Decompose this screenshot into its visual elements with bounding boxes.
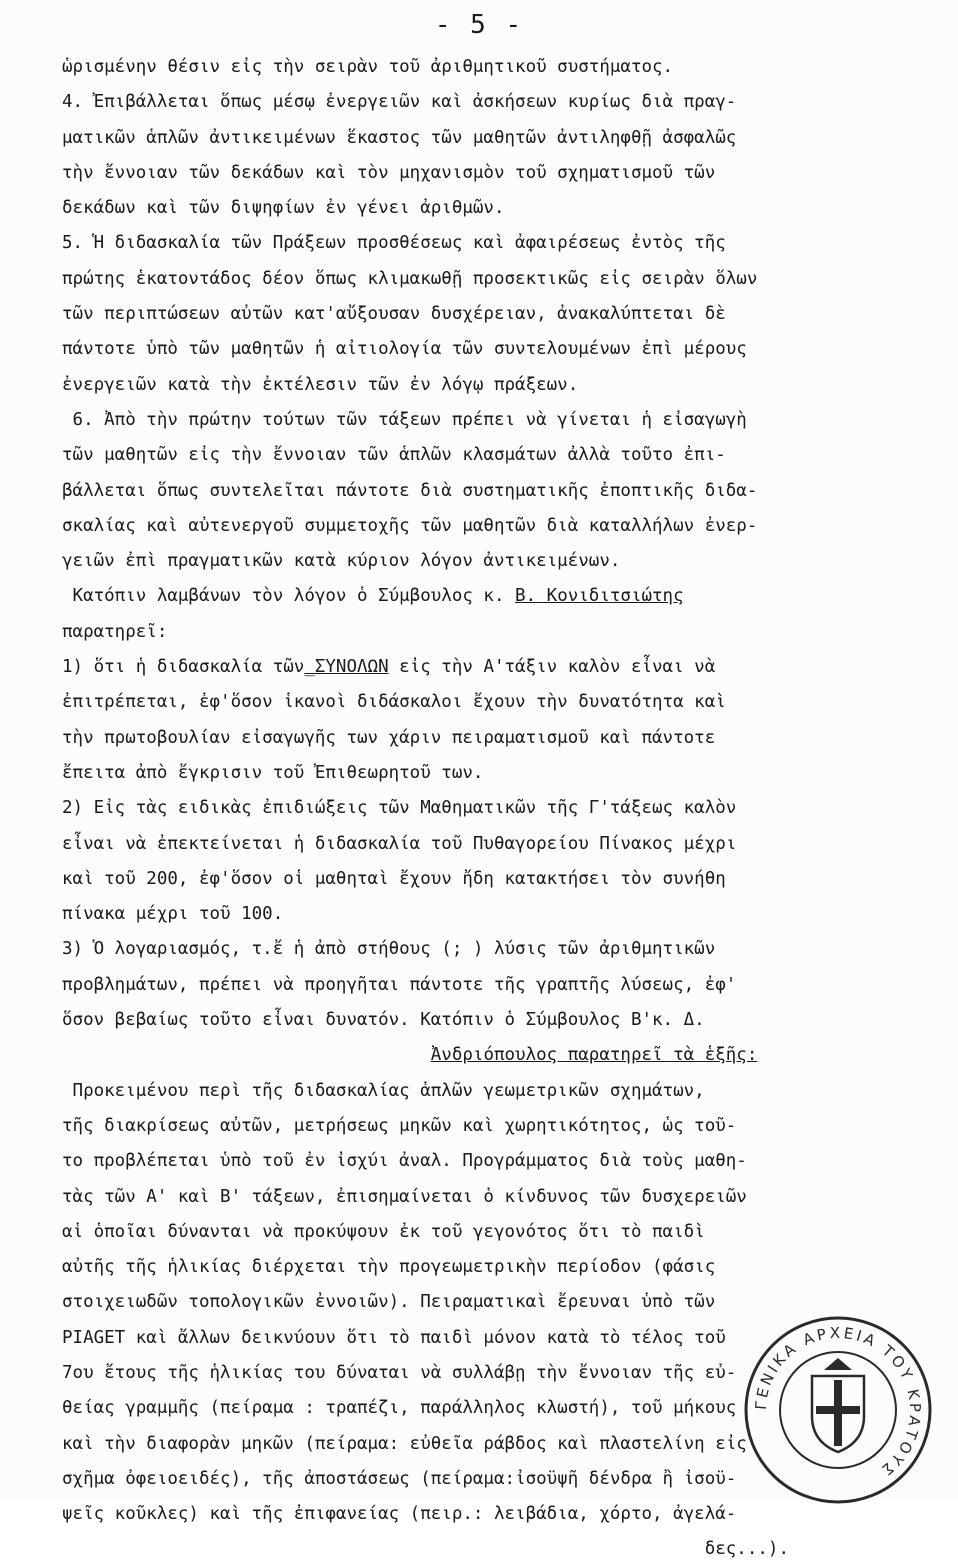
text-line [62,297,942,332]
line-text: πίνακα μέχρι τοῦ 100. [62,904,284,925]
line-text: 5. Ἡ διδασκαλία τῶν Πράξεων προσθέσεως καὶ ἀφαιρέσεως ἐντὸς τῆς [62,233,726,254]
line-text: Προκειμένου περὶ τῆς διδασκαλίας ἁπλῶν γεωμετρικῶν σχημάτων, [62,1080,705,1101]
line-text: 7ου ἔτους τῆς ἡλικίας του δύναται νὰ συλλάβῃ τὴν ἔννοιαν τῆς εὐ- [62,1362,737,1383]
text-line [62,1180,942,1215]
line-text: πάντοτε ὑπὸ τῶν μαθητῶν ἡ αἰτιολογία τῶν συντελουμένων ἐπὶ μέρους [62,339,747,360]
line-text: ἐνεργειῶν κατὰ τὴν ἐκτέλεσιν τῶν ἐν λόγῳ πράξεων. [62,374,579,395]
line-text: τῆς διακρίσεως αὐτῶν, μετρήσεως μηκῶν καὶ χωρητικότητος, ὡς τοῦ- [62,1115,737,1136]
line-text: δες...). [62,1539,789,1560]
line-text: αἱ ὁποῖαι δύνανται νὰ προκύψουν ἐκ τοῦ γεγονότος ὅτι τὸ παιδὶ [62,1221,705,1242]
line-text: βάλλεται ὅπως συντελεῖται πάντοτε διὰ συστηματικῆς ἐποπτικῆς διδα- [62,480,758,501]
text-line [62,1003,942,1038]
line-text: ματικῶν ἁπλῶν ἀντικειμένων ἕκαστος τῶν μαθητῶν ἀντιληφθῇ ἀσφαλῶς [62,127,737,148]
line-text: Κατόπιν λαμβάνων τὸν λόγον ὁ Σύμβουλος κ. [62,586,516,607]
line-text: ψεῖς κοῦκλες) καὶ τῆς ἐπιφανείας (πειρ.: λειβάδια, χόρτο, ἀγελά- [62,1504,737,1525]
text-line [62,226,942,261]
line-text: ἐπιτρέπεται, ἐφ'ὅσον ἱκανοὶ διδάσκαλοι ἔχουν τὴν δυνατότητα καὶ [62,692,726,713]
line-text: τῶν μαθητῶν εἰς τὴν ἔννοιαν τῶν ἁπλῶν κλασμάτων ἀλλὰ τοῦτο ἐπι- [62,445,726,466]
text-line [62,1038,942,1073]
text-line [62,897,942,932]
text-line [62,1250,942,1285]
text-line [62,721,942,756]
line-text: αὐτῆς τῆς ἡλικίας διέρχεται τὴν προγεωμετρικὴν περίοδον (φάσις [62,1257,716,1278]
text-line [62,438,942,473]
text-line [62,1215,942,1250]
line-text: ἔπειτα ἀπὸ ἔγκρισιν τοῦ Ἐπιθεωρητοῦ των. [62,762,484,783]
text-line [62,1109,942,1144]
line-text [62,1045,431,1065]
archive-stamp [738,1310,938,1510]
text-line [62,791,942,826]
text-line [62,1074,942,1109]
text-line [62,827,942,862]
line-text: τὴν ἔννοιαν τῶν δεκάδων καὶ τὸν μηχανισμὸν τοῦ σχηματισμοῦ τῶν [62,162,716,183]
line-text: τῶν περιπτώσεων αὐτῶν κατ'αὔξουσαν δυσχέρειαν, ἀνακαλύπτεται δὲ [62,304,726,325]
text-line [62,121,942,156]
underlined-text: _ΣΥΝΟΛΩΝ [304,657,389,678]
coat-of-arms-icon [812,1358,864,1452]
line-text: τὰς τῶν Α' καὶ Β' τάξεων, ἐπισημαίνεται ὁ κίνδυνος τῶν δυσχερειῶν [62,1186,747,1207]
line-text: σκαλίας καὶ αὐτενεργοῦ συμμετοχῆς τῶν μαθητῶν διὰ καταλλήλων ἐνερ- [62,515,758,536]
text-line [62,332,942,367]
line-text: 2) Εἰς τὰς ειδικὰς ἐπιδιώξεις τῶν Μαθηματικῶν τῆς Γ'τάξεως καλὸν [62,798,737,819]
text-line [62,579,942,614]
line-text: θείας γραμμῆς (πείραμα : τραπέζι, παράλληλος κλωστή), τοῦ μήκους [62,1398,737,1419]
text-line [62,862,942,897]
line-text: πρώτης ἑκατοντάδος δέον ὅπως κλιμακωθῇ προσεκτικῶς εἰς σειρὰν ὅλων [62,268,758,289]
underlined-text: Ἀνδριόπουλος παρατηρεῖ τὰ ἑξῆς: [430,1045,758,1066]
line-text: γειῶν ἐπὶ πραγματικῶν κατὰ κύριον λόγον ἀντικειμένων. [62,551,621,572]
line-text: παρατηρεῖ: [62,621,168,642]
underlined-text: Β. Κονιδιτσιώτης [515,586,684,607]
line-text: 1) ὅτι ἡ διδασκαλία τῶν [62,657,305,678]
text-line [62,50,942,85]
line-text: καὶ τοῦ 200, ἐφ'ὅσον οἱ μαθηταὶ ἔχουν ἤδη κατακτήσει τὸν συνήθη [62,868,726,889]
line-text: προβλημάτων, πρέπει νὰ προηγῆται πάντοτε τῆς γραπτῆς λύσεως, ἐφ' [62,974,737,995]
line-text: σχῆμα ὀφειοειδές), τῆς ἀποστάσεως (πείραμα:ἰσοϋψῆ δένδρα ἢ ἰσοϋ- [62,1468,737,1489]
page-number: - 5 - [434,10,524,40]
text-line [62,403,942,438]
line-text: στοιχειωδῶν τοπολογικῶν ἐννοιῶν). Πειραματικαὶ ἔρευναι ὑπὸ τῶν [62,1292,716,1313]
stamp-ring-text: ΓΕΝΙΚΑ ΑΡΧΕΙΑ ΤΟΥ ΚΡΑΤΟΥΣ [751,1323,925,1481]
line-text: ὅσον βεβαίως τοῦτο εἶναι δυνατόν. Κατόπιν ὁ Σύμβουλος Β'κ. Δ. [62,1010,705,1031]
text-line [62,685,942,720]
line-text: 3) Ὁ λογαριασμός, τ.ἔ ἡ ἀπὸ στήθους (; ) λύσις τῶν ἀριθμητικῶν [62,939,716,960]
line-text: τὴν πρωτοβουλίαν εἰσαγωγῆς των χάριν πειραματισμοῦ καὶ πάντοτε [62,727,716,748]
text-line [62,650,942,685]
line-text-continued: εἰς τὴν Α'τάξιν καλὸν εἶναι νὰ [388,657,716,678]
text-line [62,509,942,544]
text-line [62,1532,942,1567]
line-text: ὡρισμένην θέσιν εἰς τὴν σειρὰν τοῦ ἀριθμητικοῦ συστήματος. [62,57,674,77]
line-text: PIAGET καὶ ἄλλων δεικνύουν ὅτι τὸ παιδὶ μόνον κατὰ τὸ τέλος τοῦ [62,1327,726,1348]
line-text: δεκάδων καὶ τῶν διψηφίων ἐν γένει ἀριθμῶν. [62,198,505,219]
text-line [62,156,942,191]
text-line [62,1144,942,1179]
text-line [62,968,942,1003]
line-text: 4. Ἐπιβάλλεται ὅπως μέσῳ ἐνεργειῶν καὶ ἀσκήσεων κυρίως διὰ πραγ- [62,92,737,113]
text-line [62,474,942,509]
text-line [62,756,942,791]
text-line [62,262,942,297]
text-line [62,368,942,403]
text-line [62,191,942,226]
text-line [62,932,942,967]
text-line [62,85,942,120]
line-text: εἶναι νὰ ἐπεκτείνεται ἡ διδασκαλία τοῦ Πυθαγορείου Πίνακος μέχρι [62,833,737,854]
line-text: 6. Ἀπὸ τὴν πρώτην τούτων τῶν τάξεων πρέπει νὰ γίνεται ἡ εἰσαγωγὴ [62,409,747,430]
text-line [62,544,942,579]
text-line [62,615,942,650]
line-text: το προβλέπεται ὑπὸ τοῦ ἐν ἰσχύι ἀναλ. Προγράμματος διὰ τοὺς μαθη- [62,1151,747,1172]
line-text: καὶ τὴν διαφορὰν μηκῶν (πείραμα: εὐθεῖα ράβδος καὶ πλαστελίνη εἰς [62,1433,747,1454]
